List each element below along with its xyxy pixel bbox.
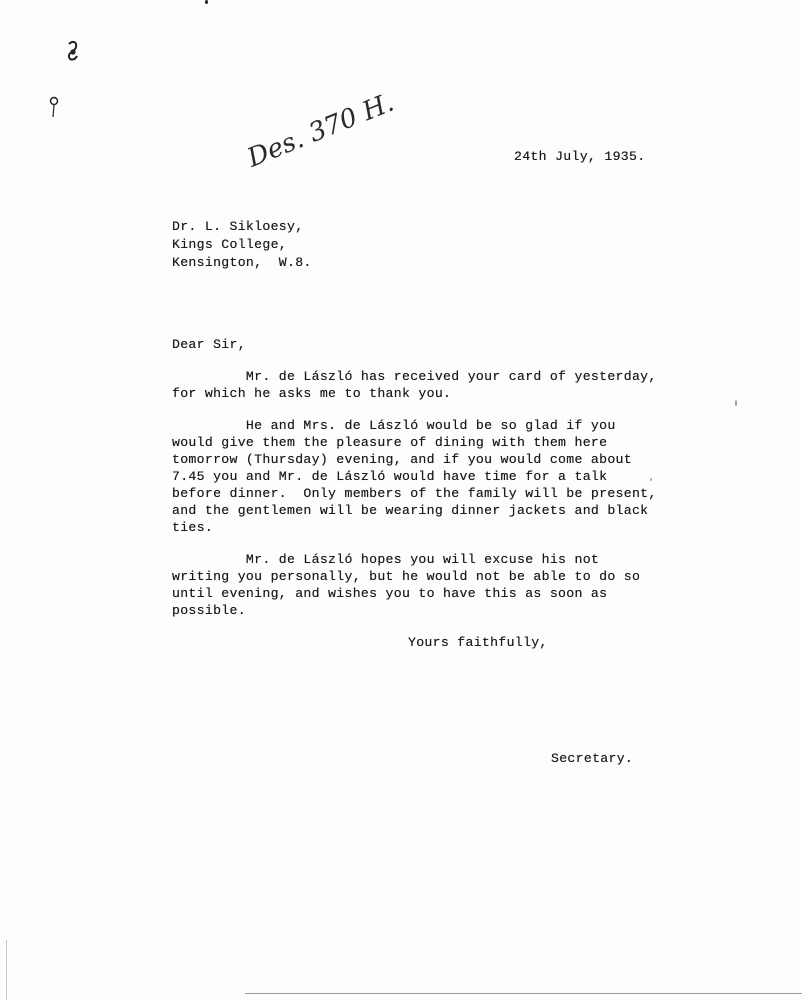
body-line: until evening, and wishes you to have this as soon as (172, 586, 608, 601)
recipient-name: Dr. L. Sikloesy, (172, 219, 304, 234)
salutation: Dear Sir, (172, 337, 246, 352)
body-line: and the gentlemen will be wearing dinner jackets and black (172, 503, 649, 518)
body-line: Mr. de László hopes you will excuse his not (172, 552, 600, 567)
body-line: He and Mrs. de László would be so glad if you (172, 418, 616, 433)
ink-speck (735, 400, 737, 406)
body-line: Mr. de László has received your card of yesterday, (172, 369, 657, 384)
recipient-address-line: Kensington, W.8. (172, 255, 312, 270)
body-line: ties. (172, 520, 214, 535)
body-line: 7.45 you and Mr. de László would have time for a talk (172, 469, 608, 484)
page-fold-line (245, 993, 802, 994)
body-line: would give them the pleasure of dining with them here (172, 435, 608, 450)
closing: Yours faithfully, (408, 635, 548, 650)
margin-ink-mark (64, 38, 82, 69)
signature-title: Secretary. (551, 751, 634, 766)
recipient-address-line: Kings College, (172, 237, 287, 252)
ink-speck (205, 0, 208, 4)
body-line: tomorrow (Thursday) evening, and if you would come about (172, 452, 632, 467)
margin-ink-mark (47, 95, 61, 126)
scan-edge (6, 940, 7, 1000)
handwritten-reference-text: Des. 370 H. (243, 87, 399, 174)
body-line: possible. (172, 603, 246, 618)
letter-date: 24th July, 1935. (514, 149, 646, 164)
body-line: before dinner. Only members of the family will be present, (172, 486, 657, 501)
body-line: for which he asks me to thank you. (172, 386, 452, 401)
body-line: writing you personally, but he would not be able to do so (172, 569, 641, 584)
handwritten-reference (236, 82, 399, 174)
ink-speck (650, 478, 652, 481)
